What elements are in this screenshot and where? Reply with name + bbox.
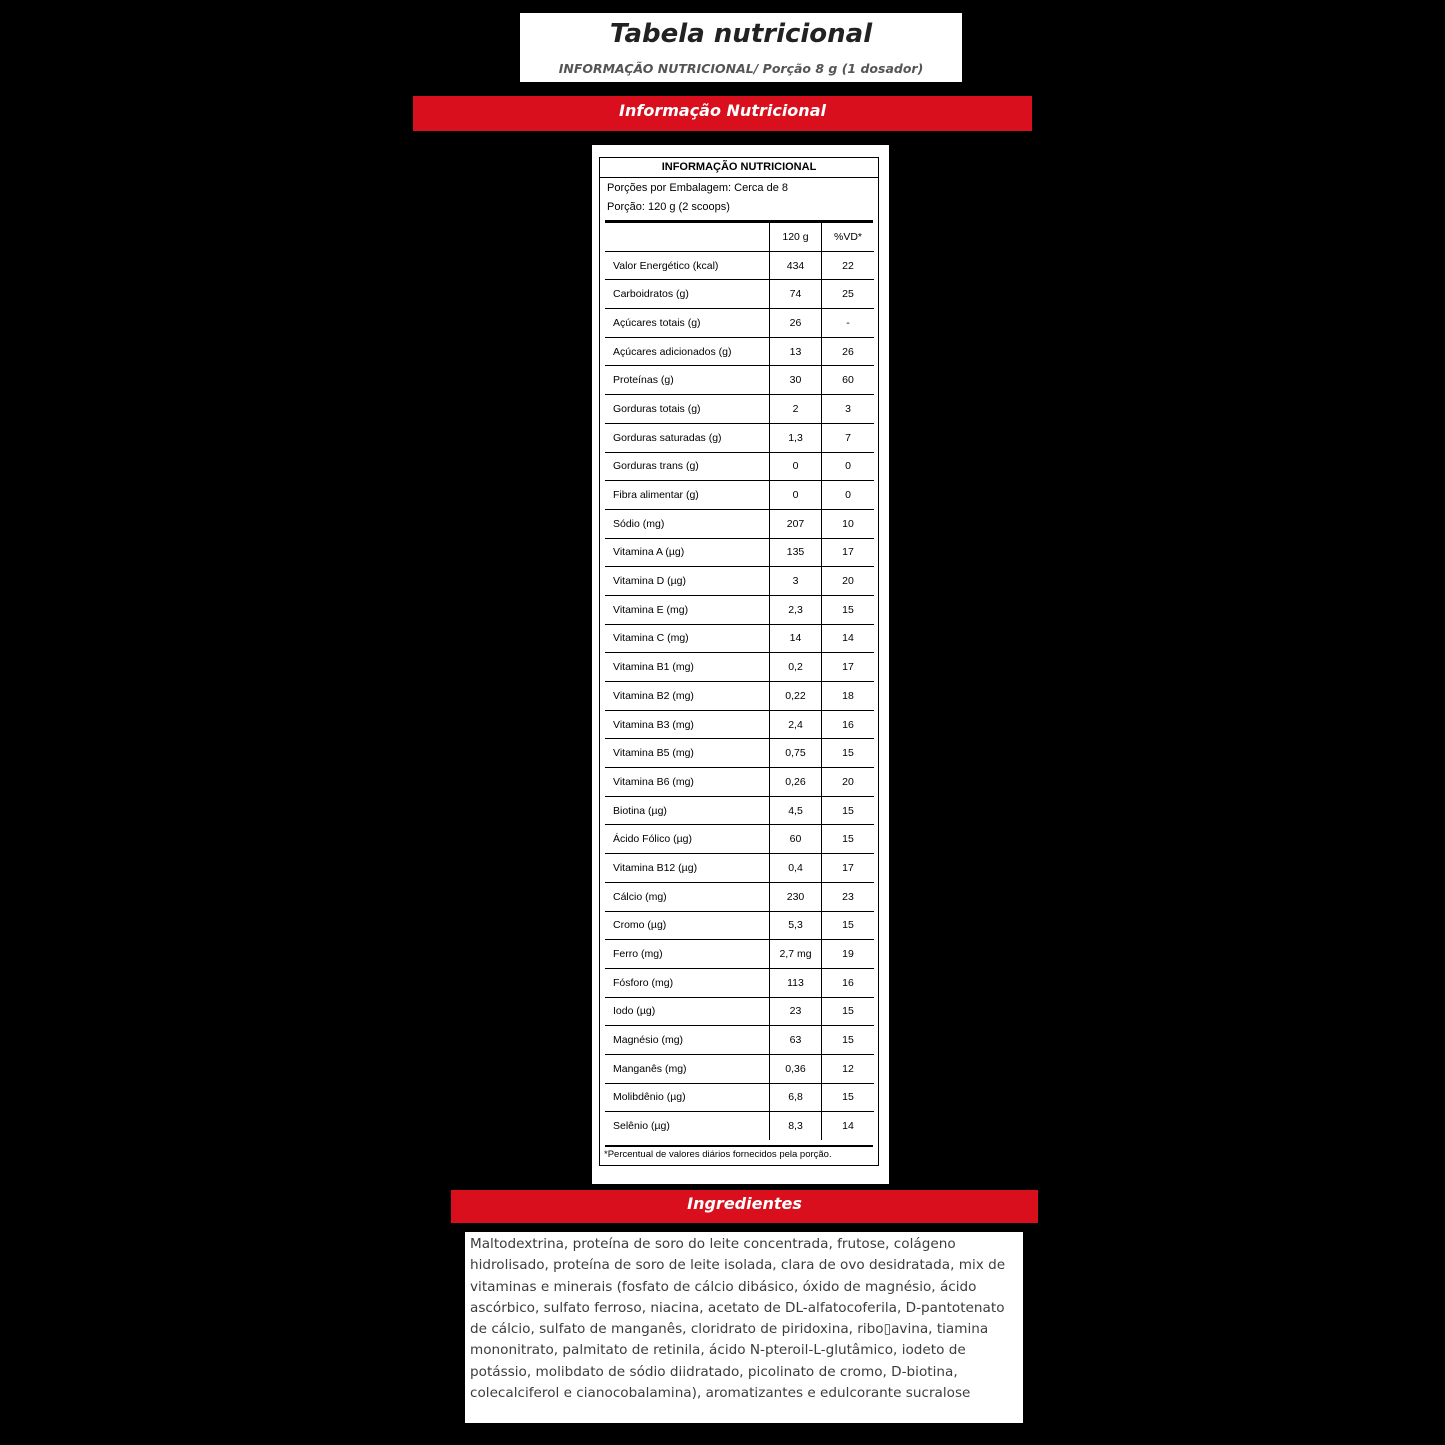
header-blank-cell bbox=[605, 223, 770, 251]
nutrient-name: Vitamina E (mg) bbox=[605, 595, 770, 624]
table-row bbox=[605, 940, 874, 969]
nutrient-vd: - bbox=[822, 309, 875, 338]
nutrient-vd: 7 bbox=[822, 423, 875, 452]
table-row bbox=[605, 452, 874, 481]
nutrient-amount: 0 bbox=[770, 452, 822, 481]
table-row bbox=[605, 739, 874, 768]
nutrient-name: Cálcio (mg) bbox=[605, 882, 770, 911]
bottom-thick-divider bbox=[605, 1145, 873, 1147]
nutrition-table bbox=[605, 223, 874, 1140]
nutrient-vd: 17 bbox=[822, 653, 875, 682]
nutrient-vd: 25 bbox=[822, 280, 875, 309]
page-subtitle: INFORMAÇÃO NUTRICIONAL/ Porção 8 g (1 dosador) bbox=[558, 61, 924, 76]
nutrient-amount: 2 bbox=[770, 395, 822, 424]
column-header-vd: %VD* bbox=[822, 223, 875, 251]
nutrient-amount: 0,2 bbox=[770, 653, 822, 682]
nutrient-vd: 15 bbox=[822, 1026, 875, 1055]
table-row bbox=[605, 825, 874, 854]
nutrient-name: Magnésio (mg) bbox=[605, 1026, 770, 1055]
table-row bbox=[605, 911, 874, 940]
table-row bbox=[605, 509, 874, 538]
table-row bbox=[605, 796, 874, 825]
nutrient-vd: 14 bbox=[822, 624, 875, 653]
nutrient-amount: 434 bbox=[770, 251, 822, 280]
nutrient-name: Molibdênio (µg) bbox=[605, 1083, 770, 1112]
nutrient-vd: 20 bbox=[822, 768, 875, 797]
nutrient-name: Gorduras totais (g) bbox=[605, 395, 770, 424]
nutrient-name: Vitamina B5 (mg) bbox=[605, 739, 770, 768]
nutrient-vd: 10 bbox=[822, 509, 875, 538]
nutrient-amount: 230 bbox=[770, 882, 822, 911]
nutrient-name: Manganês (mg) bbox=[605, 1054, 770, 1083]
nutrient-amount: 74 bbox=[770, 280, 822, 309]
table-row bbox=[605, 997, 874, 1026]
nutrient-name: Ferro (mg) bbox=[605, 940, 770, 969]
page-title: Tabela nutricional bbox=[609, 19, 873, 49]
nutrient-amount: 3 bbox=[770, 567, 822, 596]
nutrient-vd: 3 bbox=[822, 395, 875, 424]
nutrient-amount: 30 bbox=[770, 366, 822, 395]
nutrient-amount: 63 bbox=[770, 1026, 822, 1055]
nutrient-vd: 17 bbox=[822, 538, 875, 567]
nutrient-name: Cromo (µg) bbox=[605, 911, 770, 940]
nutrient-name: Vitamina B2 (mg) bbox=[605, 682, 770, 711]
nutrient-vd: 12 bbox=[822, 1054, 875, 1083]
nutrient-name: Gorduras saturadas (g) bbox=[605, 423, 770, 452]
nutrient-vd: 0 bbox=[822, 452, 875, 481]
table-row bbox=[605, 567, 874, 596]
table-row bbox=[605, 1112, 874, 1140]
nutrient-name: Proteínas (g) bbox=[605, 366, 770, 395]
nutrient-amount: 4,5 bbox=[770, 796, 822, 825]
table-row bbox=[605, 366, 874, 395]
nutrient-amount: 207 bbox=[770, 509, 822, 538]
nutrient-name: Ácido Fólico (µg) bbox=[605, 825, 770, 854]
table-row bbox=[605, 968, 874, 997]
ingredients-section-bar: Ingredientes bbox=[451, 1190, 1038, 1223]
nutrient-name: Vitamina D (µg) bbox=[605, 567, 770, 596]
nutrient-amount: 6,8 bbox=[770, 1083, 822, 1112]
nutrient-vd: 15 bbox=[822, 825, 875, 854]
nutrient-amount: 26 bbox=[770, 309, 822, 338]
nutrient-amount: 0,75 bbox=[770, 739, 822, 768]
nutrient-name: Fibra alimentar (g) bbox=[605, 481, 770, 510]
nutrient-amount: 14 bbox=[770, 624, 822, 653]
table-row bbox=[605, 481, 874, 510]
nutrient-amount: 0,22 bbox=[770, 682, 822, 711]
table-row bbox=[605, 882, 874, 911]
nutrient-vd: 17 bbox=[822, 854, 875, 883]
nutrient-vd: 23 bbox=[822, 882, 875, 911]
nutrition-facts-table-frame bbox=[599, 157, 879, 1166]
nutrition-section-bar: Informação Nutricional bbox=[413, 96, 1032, 131]
nutrient-amount: 0,36 bbox=[770, 1054, 822, 1083]
nutrition-facts-panel bbox=[592, 145, 889, 1184]
nutrient-vd: 16 bbox=[822, 710, 875, 739]
nutrient-amount: 0,26 bbox=[770, 768, 822, 797]
nutrient-amount: 23 bbox=[770, 997, 822, 1026]
nutrient-amount: 113 bbox=[770, 968, 822, 997]
table-row bbox=[605, 309, 874, 338]
nutrient-amount: 5,3 bbox=[770, 911, 822, 940]
title-card bbox=[520, 13, 962, 82]
nutrient-vd: 15 bbox=[822, 1083, 875, 1112]
nutrient-amount: 2,7 mg bbox=[770, 940, 822, 969]
nutrient-name: Biotina (µg) bbox=[605, 796, 770, 825]
nutrient-vd: 16 bbox=[822, 968, 875, 997]
nutrient-vd: 15 bbox=[822, 739, 875, 768]
table-row bbox=[605, 395, 874, 424]
nutrient-name: Vitamina A (µg) bbox=[605, 538, 770, 567]
nutrient-vd: 15 bbox=[822, 997, 875, 1026]
ingredients-text: Maltodextrina, proteína de soro do leite concentrada, frutose, colágeno hidrolisado, proteína de soro de leite isolada, clara de ovo desidratada, mix de vitaminas e minerais (fosfato de cálcio dibásico, óxido de magnésio, ácido ascórbico, sulfato ferroso, niacina, acetato de DL-alfatocoferila, D-pantotenato de cálcio, sulfato de manganês, cloridrato de piridoxina, ribo▯avina, tiamina mononitrato, palmitato de retinila, ácido N-pteroil-L-glutâmico, iodeto de potássio, molibdato de sódio diidratado, picolinato de cromo, D-biotina, colecalciferol e cianocobalamina), aromatizantes e edulcorante sucralose bbox=[465, 1232, 1023, 1423]
nutrient-name: Sódio (mg) bbox=[605, 509, 770, 538]
nutrient-vd: 60 bbox=[822, 366, 875, 395]
table-row bbox=[605, 624, 874, 653]
table-row bbox=[605, 337, 874, 366]
nutrient-name: Açúcares totais (g) bbox=[605, 309, 770, 338]
table-row bbox=[605, 768, 874, 797]
table-row bbox=[605, 538, 874, 567]
table-row bbox=[605, 251, 874, 280]
nutrient-name: Fósforo (mg) bbox=[605, 968, 770, 997]
nutrient-vd: 26 bbox=[822, 337, 875, 366]
nutrient-amount: 2,3 bbox=[770, 595, 822, 624]
nutrient-name: Selênio (µg) bbox=[613, 1120, 670, 1133]
table-row bbox=[605, 280, 874, 309]
nutrient-name: Açúcares adicionados (g) bbox=[605, 337, 770, 366]
nutrient-name: Gorduras trans (g) bbox=[605, 452, 770, 481]
table-row bbox=[605, 1026, 874, 1055]
nutrient-amount: 0 bbox=[770, 481, 822, 510]
table-header-row bbox=[605, 223, 874, 251]
nutrient-amount: 13 bbox=[770, 337, 822, 366]
table-row bbox=[605, 1083, 874, 1112]
nutrient-vd: 20 bbox=[822, 567, 875, 596]
portion-size: Porção: 120 g (2 scoops) bbox=[607, 201, 730, 213]
nutrient-amount: 1,3 bbox=[770, 423, 822, 452]
nutrient-name: Valor Energético (kcal) bbox=[605, 251, 770, 280]
nutrient-vd: 15 bbox=[822, 911, 875, 940]
nutrient-vd: 18 bbox=[822, 682, 875, 711]
nutrient-name: Vitamina B6 (mg) bbox=[605, 768, 770, 797]
table-row bbox=[605, 423, 874, 452]
nutrient-vd: 19 bbox=[822, 940, 875, 969]
nutrient-amount: 8,3 bbox=[770, 1112, 822, 1140]
nutrient-name: Vitamina B12 (µg) bbox=[605, 854, 770, 883]
nutrient-name: Vitamina C (mg) bbox=[605, 624, 770, 653]
nutrient-name: Carboidratos (g) bbox=[605, 280, 770, 309]
table-row bbox=[605, 854, 874, 883]
column-header-amount: 120 g bbox=[770, 223, 822, 251]
nutrient-name: Vitamina B3 (mg) bbox=[605, 710, 770, 739]
table-row bbox=[605, 653, 874, 682]
nutrient-amount: 2,4 bbox=[770, 710, 822, 739]
table-row bbox=[605, 1054, 874, 1083]
table-heading: INFORMAÇÃO NUTRICIONAL bbox=[600, 158, 878, 178]
nutrient-vd: 14 bbox=[822, 1112, 875, 1140]
nutrient-vd: 15 bbox=[822, 595, 875, 624]
nutrient-vd: 15 bbox=[822, 796, 875, 825]
nutrient-amount: 60 bbox=[770, 825, 822, 854]
table-row bbox=[605, 682, 874, 711]
portions-per-package: Porções por Embalagem: Cerca de 8 bbox=[607, 182, 788, 194]
table-row bbox=[605, 595, 874, 624]
nutrient-vd: 22 bbox=[822, 251, 875, 280]
nutrient-vd: 0 bbox=[822, 481, 875, 510]
table-footnote: *Percentual de valores diários fornecidos pela porção. bbox=[604, 1149, 832, 1160]
nutrient-name: Iodo (µg) bbox=[605, 997, 770, 1026]
nutrient-name: Vitamina B1 (mg) bbox=[605, 653, 770, 682]
table-row bbox=[605, 710, 874, 739]
nutrient-amount: 0,4 bbox=[770, 854, 822, 883]
nutrient-amount: 135 bbox=[770, 538, 822, 567]
